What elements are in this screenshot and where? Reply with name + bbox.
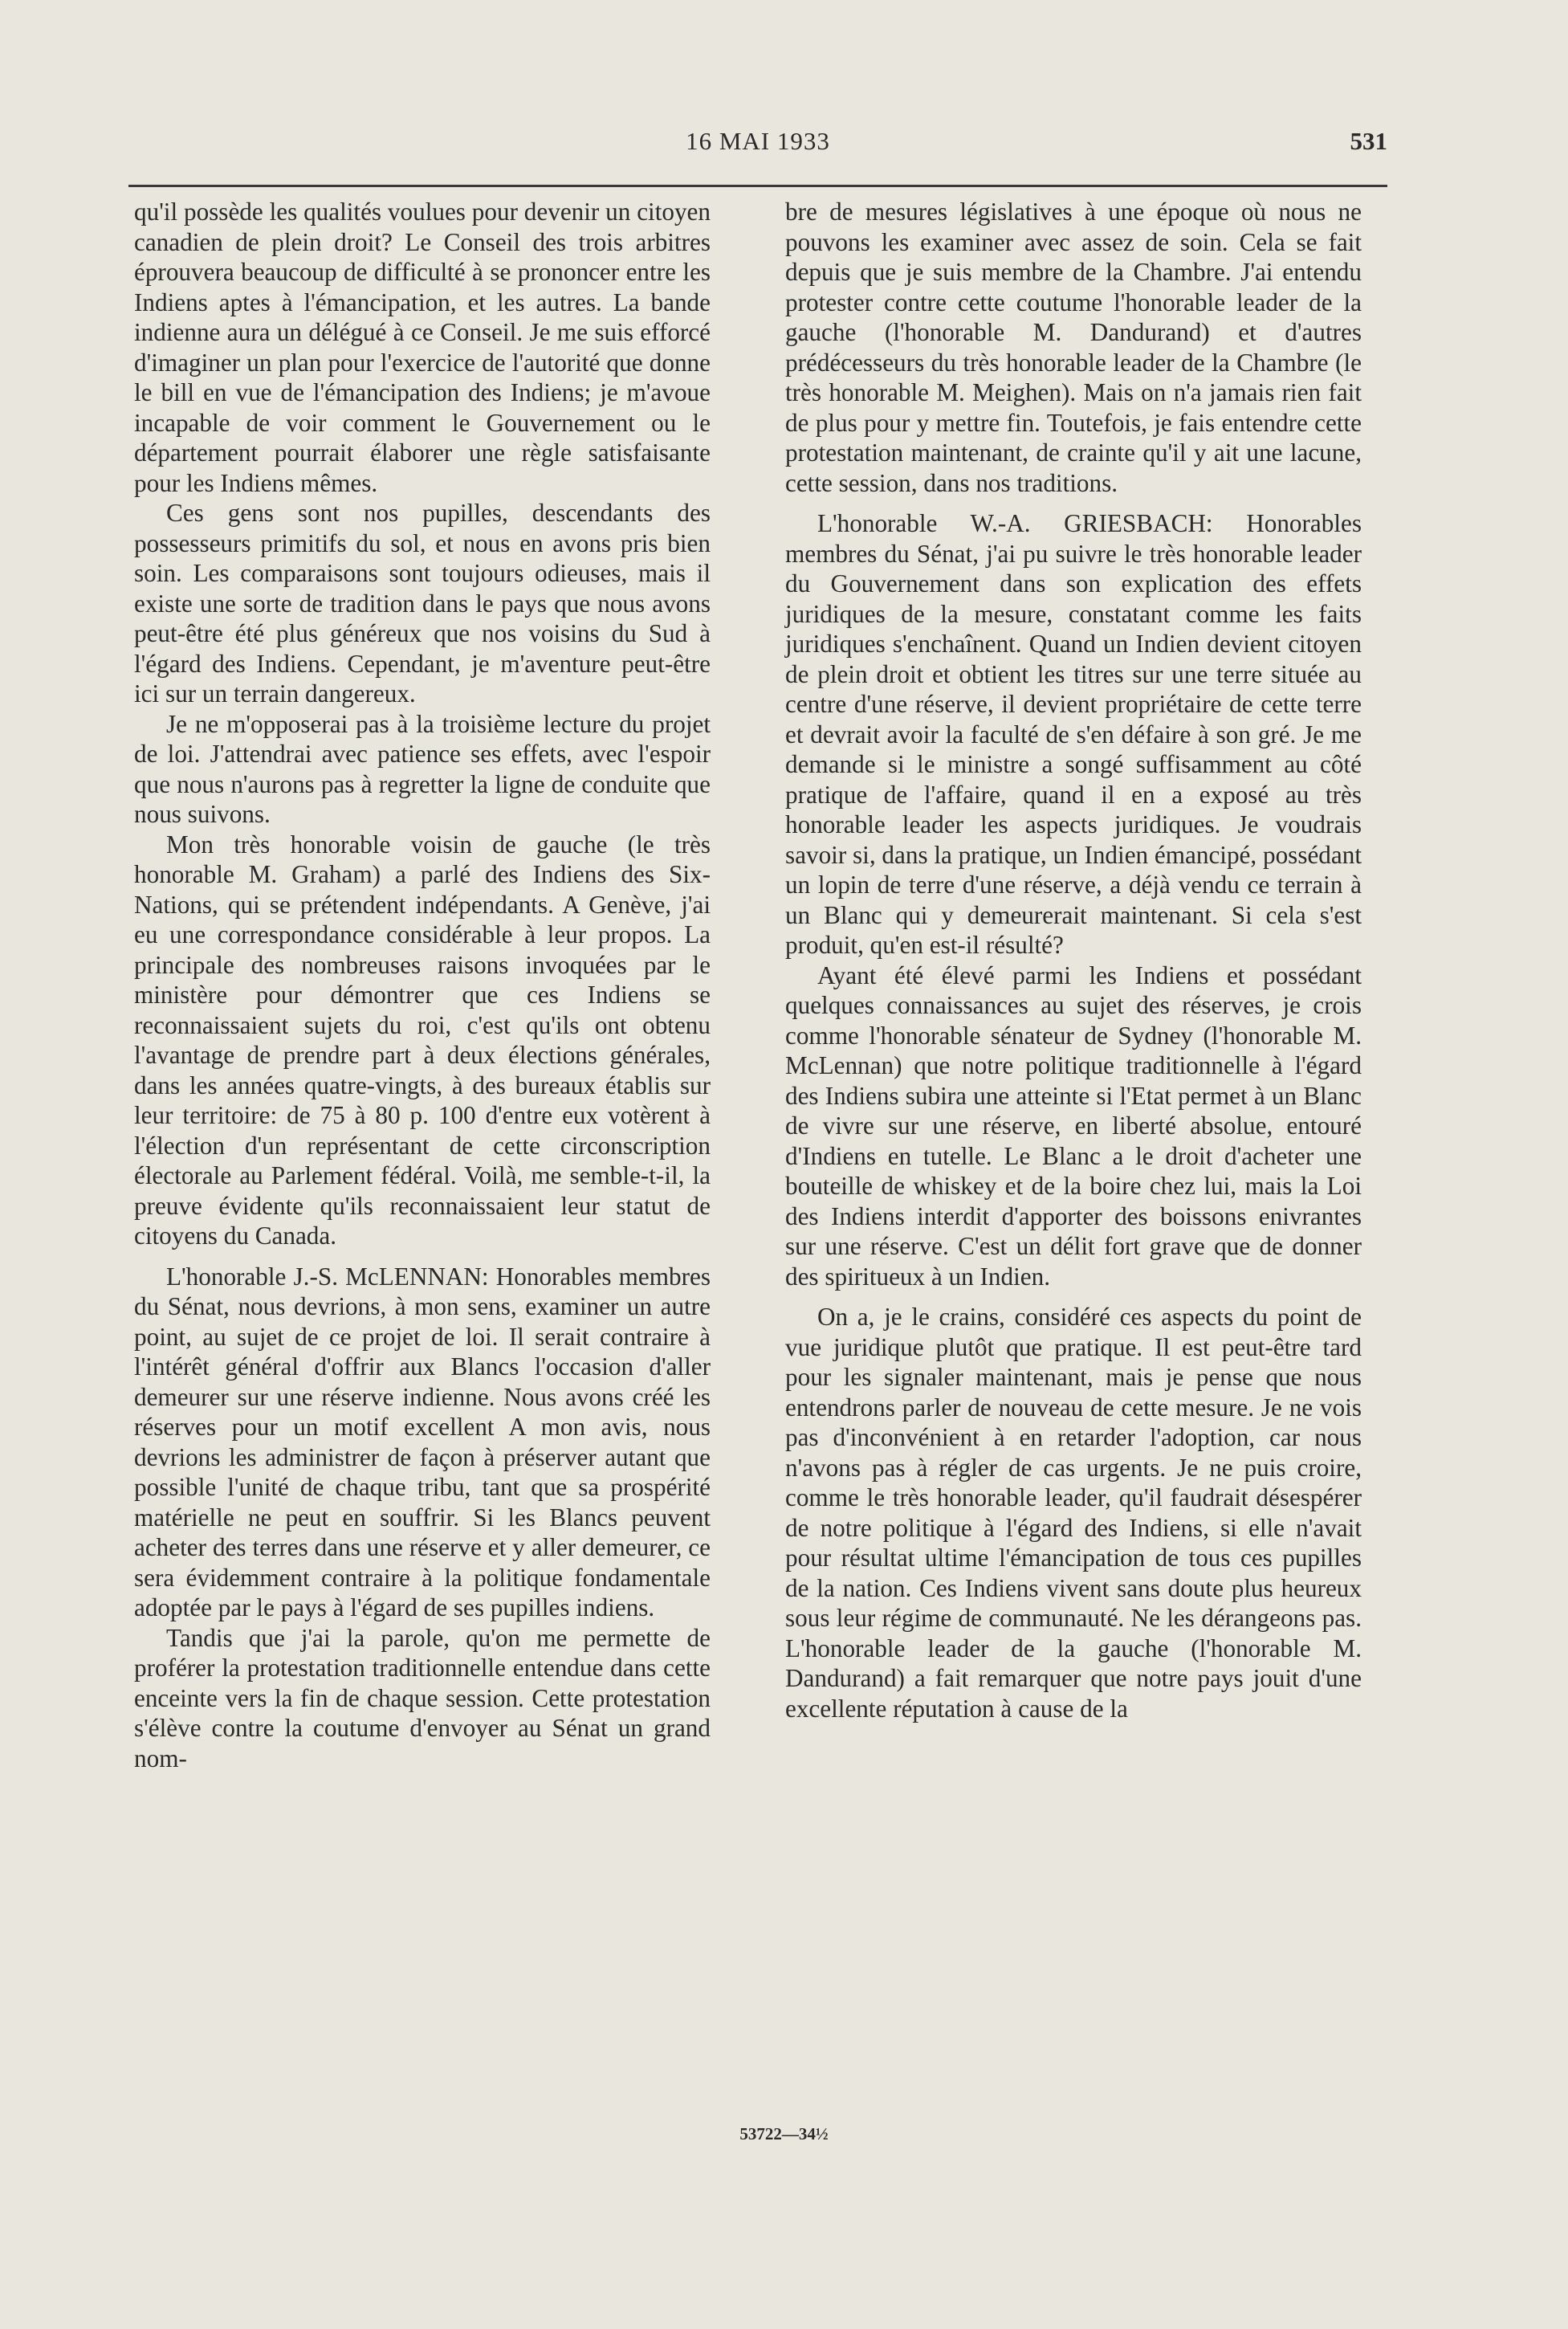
running-header <box>128 127 1387 167</box>
header-rule <box>128 185 1387 187</box>
paragraph: Ces gens sont nos pupilles, descendants des possesseurs primitifs du sol, et nous en avons pris bien soin. Les comparaisons sont toujours odieuses, mais il existe une sorte de tradition dans le pays que nous avons peut-être été plus généreux que nos voisins du Sud à l'égard des Indiens. Cependant, je m'aventure peut-être ici sur un terrain dangereux. <box>134 499 711 708</box>
header-date: 16 MAI 1933 <box>686 127 830 155</box>
speaker-paragraph: L'honorable J.-S. McLENNAN: Honorables membres du Sénat, nous devrions, à mon sens, examiner un autre point, au sujet de ce projet de loi. Il serait contraire à l'intérêt général d'offrir aux Blancs l'occasion d'aller demeurer sur une réserve indienne. Nous avons créé les réserves pour un motif excellent A mon avis, nous devrions les administrer de façon à préserver autant que possible l'unité de chaque tribu, tant que sa prospérité matérielle ne peut en souffrir. Si les Blancs peuvent acheter des terres dans une réserve et y aller demeurer, ce sera évidemment contraire à la politique fondamentale adoptée par le pays à l'égard de ses pupilles indiens. <box>134 1262 711 1621</box>
paragraph: Mon très honorable voisin de gauche (le très honorable M. Graham) a parlé des Indiens des Six-Nations, qui se prétendent indépendants. A Genève, j'ai eu une correspondance considérable à leur propos. La principale des nombreuses raisons invoquées par le ministère pour démontrer que ces Indiens se reconnaissaient sujets du roi, c'est qu'ils ont obtenu l'avantage de prendre part à deux élections générales, dans les années quatre-vingts, à des bureaux établis sur leur territoire: de 75 à 80 p. 100 d'entre eux votèrent à l'élection d'un représentant de cette circonscription électorale au Parlement fédéral. Voilà, me semble-t-il, la preuve évidente qu'ils reconnaissaient leur statut de citoyens du Canada. <box>134 830 711 1250</box>
paragraph: qu'il possède les qualités voulues pour devenir un citoyen canadien de plein droit? Le Conseil des trois arbitres éprouvera beaucoup de difficulté à se prononcer entre les Indiens aptes à l'émancipation, et les autres. La bande indienne aura un délégué à ce Conseil. Je me suis efforcé d'imaginer un plan pour l'exercice de l'autorité que donne le bill en vue de l'émancipation des Indiens; je m'avoue incapable de voir comment le Gouvernement ou le département pourrait élaborer une règle satisfaisante pour les Indiens mêmes. <box>134 198 711 497</box>
paragraph: bre de mesures législatives à une époque où nous ne pouvons les examiner avec assez de soin. Cela se fait depuis que je suis membre de la Chambre. J'ai entendu protester contre cette coutume l'honorable leader de la gauche (l'honorable M. Dandurand) et d'autres prédécesseurs du très honorable leader de la Chambre (le très honorable M. Meighen). Mais on n'a jamais rien fait de plus pour y mettre fin. Toutefois, je fais entendre cette protestation maintenant, de crainte qu'il y ait une lacune, cette session, dans nos traditions. <box>785 198 1362 497</box>
printer-signature: 53722—34½ <box>739 2124 829 2143</box>
paragraph: Tandis que j'ai la parole, qu'on me permette de proférer la protestation traditionnelle entendue dans cette enceinte vers la fin de chaque session. Cette protestation s'élève contre la coutume d'envoyer au Sénat un grand nom- <box>134 1623 711 1772</box>
speaker-paragraph: L'honorable W.-A. GRIESBACH: Honorables membres du Sénat, j'ai pu suivre le très honorable leader du Gouvernement dans son explication des effets juridiques de la mesure, constatant comme les faits juridiques s'enchaînent. Quand un Indien devient citoyen de plein droit et obtient les titres sur une terre située au centre d'une réserve, il devient propriétaire de cette terre et devrait avoir la faculté de s'en défaire à son gré. Je me demande si le ministre a songé suffisamment au côté pratique de l'affaire, quand il en a exposé au très honorable leader les aspects juridiques. Je voudrais savoir si, dans la pratique, un Indien émancipé, possédant un lopin de terre d'une réserve, a déjà vendu ce terrain à un Blanc qui y demeurerait maintenant. Si cela s'est produit, qu'en est-il résulté? <box>785 509 1362 959</box>
page-number: 531 <box>1350 127 1387 155</box>
right-column <box>785 197 1362 1723</box>
paragraph: Je ne m'opposerai pas à la troisième lecture du projet de loi. J'attendrai avec patience ses effets, avec l'espoir que nous n'aurons pas à regretter la ligne de conduite que nous suivons. <box>134 709 711 828</box>
paragraph: Ayant été élevé parmi les Indiens et possédant quelques connaissances au sujet des réserves, je crois comme l'honorable sénateur de Sydney (l'honorable M. McLennan) que notre politique traditionnelle à l'égard des Indiens subira une atteinte si l'Etat permet à un Blanc de vivre sur une réserve, en liberté absolue, entouré d'Indiens en tutelle. Le Blanc a le droit d'acheter une bouteille de whiskey et de la boire chez lui, mais la Loi des Indiens interdit d'apporter des boissons enivrantes sur une réserve. C'est un délit fort grave que de donner des spiritueux à un Indien. <box>785 961 1362 1291</box>
paragraph: On a, je le crains, considéré ces aspects du point de vue juridique plutôt que pratique. Il est peut-être tard pour les signaler maintenant, mais je pense que nous entendrons parler de nouveau de cette mesure. Je ne vois pas d'inconvénient à en retarder l'adoption, car nous n'avons pas à régler de cas urgents. Je ne puis croire, comme le très honorable leader, qu'il faudrait désespérer de notre politique à l'égard des Indiens, si elle n'avait pour résultat ultime l'émancipation de tous ces pupilles de la nation. Ces Indiens vivent sans doute plus heureux sous leur régime de communauté. Ne les dérangeons pas. L'honorable leader de la gauche (l'honorable M. Dandurand) a fait remarquer que notre pays jouit d'une excellente réputation à cause de la <box>785 1303 1362 1723</box>
left-column <box>134 197 711 1773</box>
